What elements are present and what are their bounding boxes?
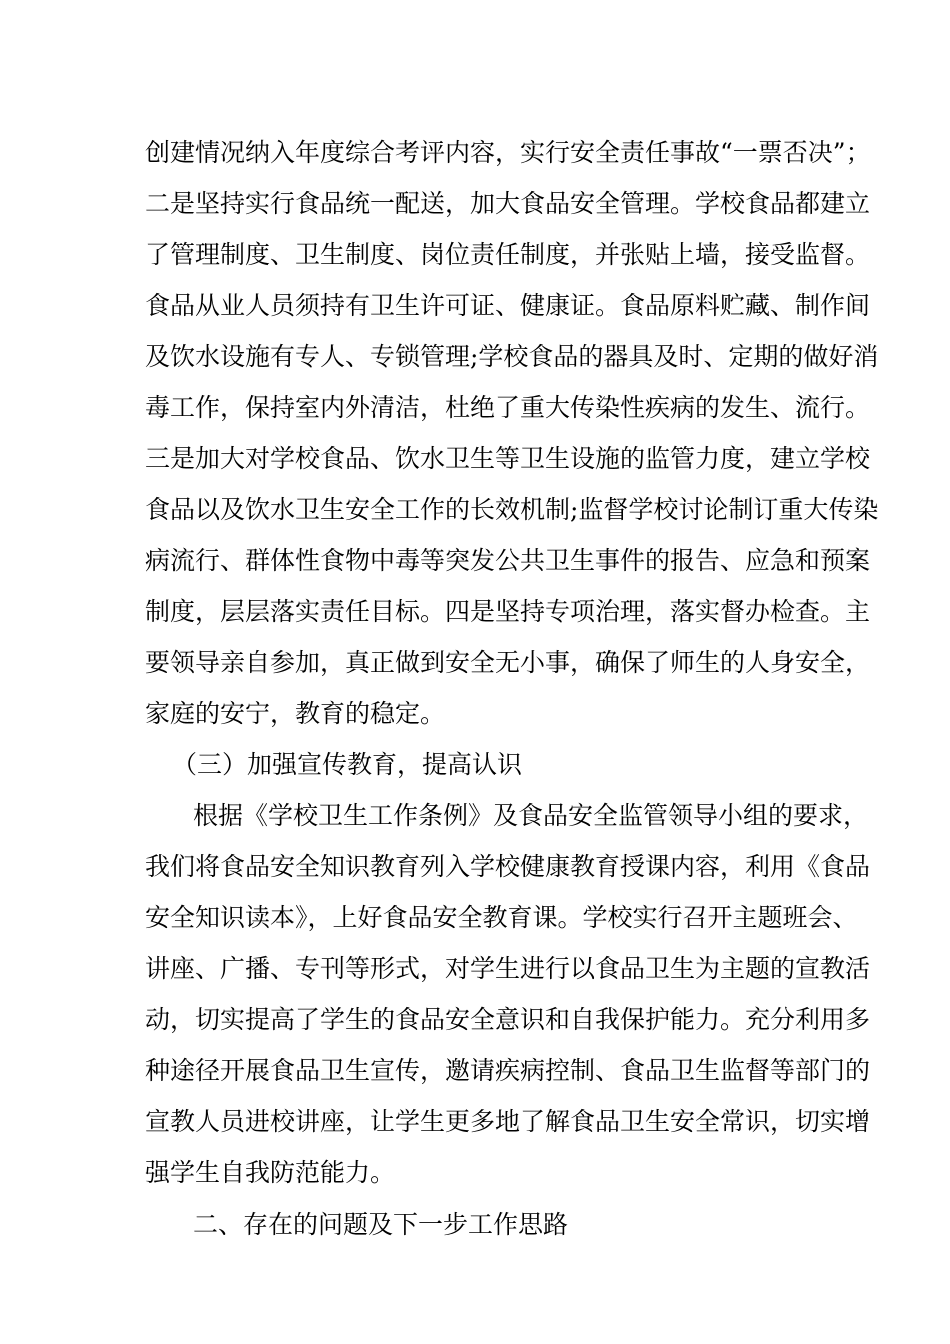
- paragraph-line: 病流行、群体性食物中毒等突发公共卫生事件的报告、应急和预案: [145, 546, 871, 575]
- paragraph-line: 我们将食品安全知识教育列入学校健康教育授课内容，利用《食品: [145, 852, 871, 881]
- paragraph-line: 要领导亲自参加，真正做到安全无小事，确保了师生的人身安全，: [145, 648, 871, 677]
- paragraph-line: 制度，层层落实责任目标。四是坚持专项治理，落实督办检查。主: [145, 597, 871, 626]
- paragraph-line: 了管理制度、卫生制度、岗位责任制度，并张贴上墙，接受监督。: [145, 240, 871, 269]
- paragraph-line: 及饮水设施有专人、专锁管理;学校食品的器具及时、定期的做好消: [145, 342, 879, 371]
- paragraph-line: 创建情况纳入年度综合考评内容，实行安全责任事故“一票否决”；: [145, 138, 871, 167]
- section-heading: （三）加强宣传教育，提高认识: [172, 750, 523, 779]
- paragraph-line: 宣教人员进校讲座，让学生更多地了解食品卫生安全常识，切实增: [145, 1107, 871, 1136]
- paragraph-line: 食品以及饮水卫生安全工作的长效机制;监督学校讨论制订重大传染: [145, 495, 879, 524]
- paragraph-line: 强学生自我防范能力。: [145, 1158, 396, 1187]
- paragraph-line: 家庭的安宁，教育的稳定。: [145, 699, 446, 728]
- section-heading: 二、存在的问题及下一步工作思路: [193, 1210, 569, 1239]
- paragraph-line: 食品从业人员须持有卫生许可证、健康证。食品原料贮藏、制作间: [145, 291, 871, 320]
- paragraph-line: 毒工作，保持室内外清洁，杜绝了重大传染性疾病的发生、流行。: [145, 393, 871, 422]
- paragraph-line: 种途径开展食品卫生宣传，邀请疾病控制、食品卫生监督等部门的: [145, 1056, 871, 1085]
- paragraph-line: 三是加大对学校食品、饮水卫生等卫生设施的监管力度，建立学校: [145, 444, 871, 473]
- paragraph-line: 讲座、广播、专刊等形式，对学生进行以食品卫生为主题的宣教活: [145, 954, 871, 983]
- paragraph-line: 动，切实提高了学生的食品安全意识和自我保护能力。充分利用多: [145, 1005, 871, 1034]
- paragraph-line: 二是坚持实行食品统一配送，加大食品安全管理。学校食品都建立: [145, 189, 871, 218]
- paragraph-line: 根据《学校卫生工作条例》及食品安全监管领导小组的要求，: [193, 801, 869, 830]
- paragraph-line: 安全知识读本》，上好食品安全教育课。学校实行召开主题班会、: [145, 903, 858, 932]
